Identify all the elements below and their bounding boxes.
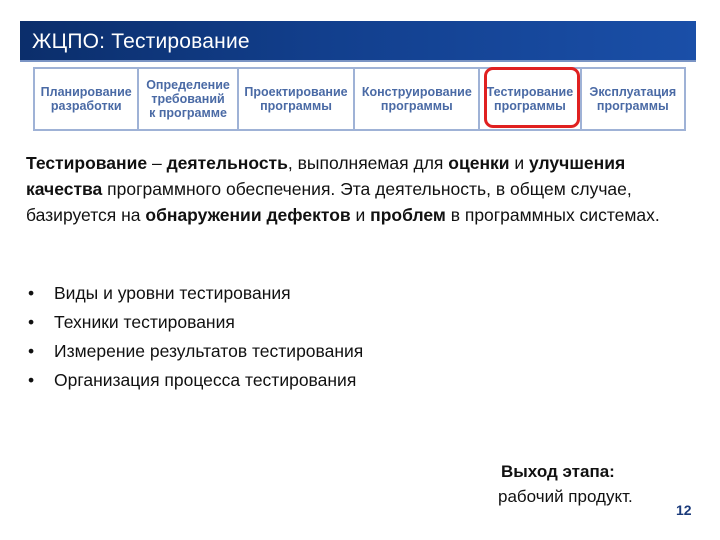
phase-label-line: программы: [260, 99, 332, 113]
definition-paragraph: [26, 150, 686, 228]
phase-label-line: Планирование: [40, 85, 132, 99]
term-activity: деятельность: [166, 153, 288, 173]
phase-label-line: Конструирование: [361, 85, 472, 99]
bullet-icon: •: [28, 312, 35, 332]
phase-operation: [582, 69, 684, 129]
stage-output: [498, 459, 678, 509]
phase-label-line: программы: [380, 99, 453, 113]
phase-label-line: к программе: [149, 106, 227, 120]
phase-construction: [355, 69, 480, 129]
list-item: [26, 308, 526, 337]
phase-requirements: [139, 69, 238, 129]
text-run: , выполняемая для: [287, 153, 449, 173]
phase-label-line: требований: [151, 92, 225, 106]
list-item-text: Измерение результатов тестирования: [54, 341, 364, 361]
page-number: 12: [676, 502, 692, 518]
list-item-text: Виды и уровни тестирования: [54, 283, 291, 303]
bullet-icon: •: [28, 341, 35, 361]
slide-title: ЖЦПО: Тестирование: [32, 30, 250, 53]
text-run: и: [350, 205, 371, 225]
phase-label-line: Тестирование: [486, 85, 574, 99]
term-quality-improvement: улучшения качества: [26, 153, 626, 199]
list-item: [26, 279, 526, 308]
lifecycle-phases: [33, 67, 686, 131]
current-phase-highlight: [484, 67, 580, 128]
term-defect-detection: обнаружении дефектов: [145, 205, 351, 225]
text-run: программного обеспечения. Эта деятельность, в общем случае, базируется на: [26, 179, 632, 225]
text-run: –: [147, 153, 167, 173]
phase-label-line: программы: [596, 99, 669, 113]
phase-design: [239, 69, 356, 129]
term-problems: проблем: [370, 205, 446, 225]
phase-label-line: Эксплуатация: [589, 85, 677, 99]
list-item: [26, 366, 526, 395]
term-evaluation: оценки: [448, 153, 510, 173]
topics-list: [26, 279, 526, 395]
phase-label-line: Проектирование: [244, 85, 348, 99]
bullet-icon: •: [28, 283, 35, 303]
phase-planning: [35, 69, 139, 129]
list-item: [26, 337, 526, 366]
stage-output-value: рабочий продукт.: [498, 487, 633, 506]
phase-label-line: программы: [494, 99, 566, 113]
stage-output-label: Выход этапа:: [501, 462, 615, 481]
phase-label-line: разработки: [50, 99, 122, 113]
slide-title-bar: [20, 21, 696, 62]
phase-label-line: Определение: [146, 78, 230, 92]
term-testing: Тестирование: [26, 153, 148, 173]
bullet-icon: •: [28, 370, 35, 390]
text-run: в программных системах.: [445, 205, 660, 225]
text-run: и: [509, 153, 530, 173]
list-item-text: Техники тестирования: [54, 312, 235, 332]
list-item-text: Организация процесса тестирования: [54, 370, 357, 390]
